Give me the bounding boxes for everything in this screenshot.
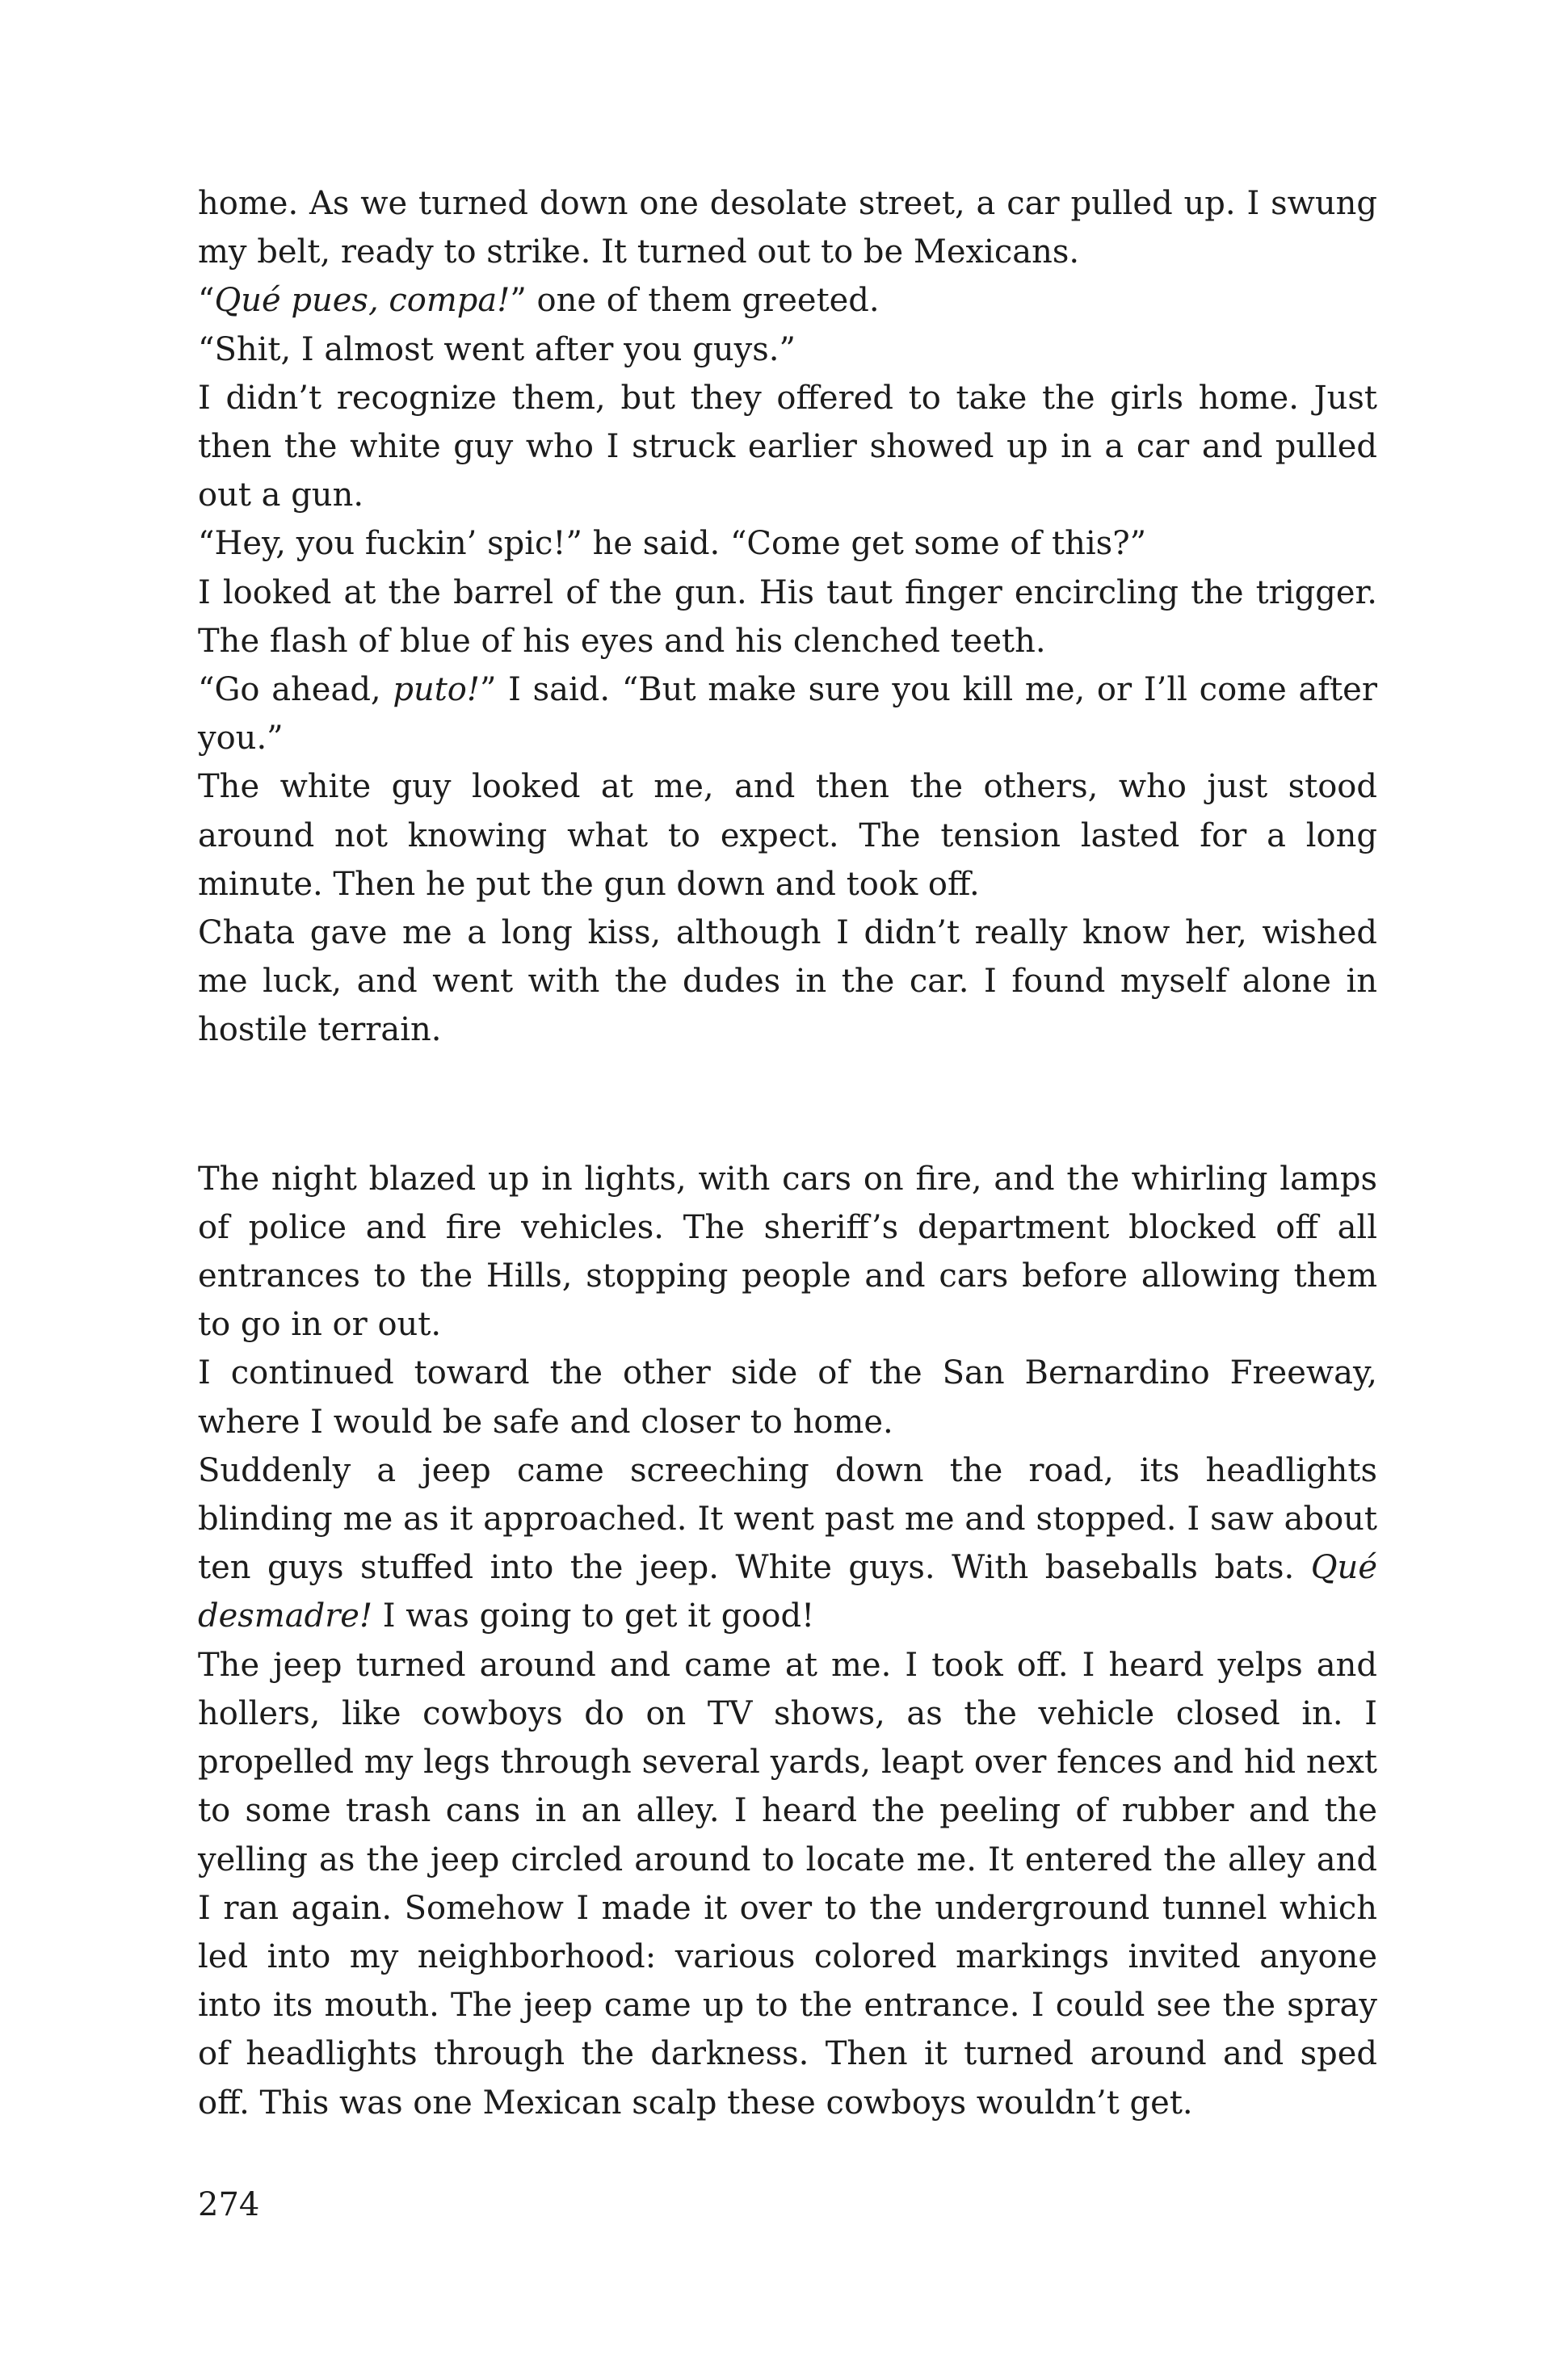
section-two — [198, 1155, 1377, 2127]
paragraph: “Shit, I almost went after you guys.” — [198, 330, 796, 368]
text-span: ” one of them greeted. — [510, 282, 880, 320]
page-number: 274 — [198, 2186, 260, 2223]
paragraph: “Hey, you fuckin’ spic!” he said. “Come get some of this?” — [198, 525, 1147, 563]
paragraph: The jeep turned around and came at me. I took off. I heard yelps and hollers, like cowboys do on TV shows, as the vehicle closed in. I propelled my legs through several yards, leapt over fences and hid next to some trash cans in an alley. I heard the peeling of rubber and the yelling as the jeep circled around to locate me. It entered the alley and I ran again. Somehow I made it over to the underground tunnel which led into my neighborhood: various colored markings invited anyone into its mouth. The jeep came up to the entrance. I could see the spray of headlights through the darkness. Then it turned around and sped off. This was one Mexican scalp these cowboys wouldn’t get. — [198, 1646, 1377, 2122]
italic-text: puto! — [393, 671, 480, 709]
paragraph: The white guy looked at me, and then the others, who just stood around not knowing what to expect. The tension lasted for a long minute. Then he put the gun down and took off. — [198, 768, 1377, 903]
text-span: Suddenly a jeep came screeching down the road, its headlights blinding me as it approached. It went past me and stopped. I saw about ten guys stuffed into the jeep. White guys. With baseballs bats. — [198, 1451, 1377, 1587]
text-span: “ — [198, 282, 215, 320]
paragraph: The night blazed up in lights, with cars on fire, and the whirling lamps of police and fire vehicles. The sheriff’s department blocked off all entrances to the Hills, stopping people and cars before allowing them to go in or out. — [198, 1160, 1377, 1344]
paragraph — [198, 1446, 1377, 1641]
page-body — [198, 179, 1377, 2127]
paragraph: I looked at the barrel of the gun. His taut finger encircling the trigger. The flash of blue of his eyes and his clenched teeth. — [198, 573, 1377, 660]
paragraph: Chata gave me a long kiss, although I didn’t really know her, wished me luck, and went with the dudes in the car. I found myself alone in hostile terrain. — [198, 914, 1377, 1049]
italic-text: Qué pues, compa! — [214, 282, 511, 320]
italic-text: Qué desmadre! — [198, 1549, 1377, 1635]
paragraph — [198, 276, 1377, 325]
text-span: “Go ahead, — [198, 671, 393, 709]
paragraph: I didn’t recognize them, but they offered to take the girls home. Just then the white guy who I struck earlier showed up in a car and pulled out a gun. — [198, 379, 1377, 514]
paragraph — [198, 665, 1377, 762]
text-span: I was going to get it good! — [372, 1597, 815, 1635]
text-span: ” I said. “But make sure you kill me, or I’ll come after you.” — [198, 671, 1377, 758]
paragraph: home. As we turned down one desolate street, a car pulled up. I swung my belt, ready to strike. It turned out to be Mexicans. — [198, 185, 1377, 271]
section-one — [198, 179, 1377, 1055]
paragraph: I continued toward the other side of the San Bernardino Freeway, where I would be safe and closer to home. — [198, 1354, 1377, 1441]
